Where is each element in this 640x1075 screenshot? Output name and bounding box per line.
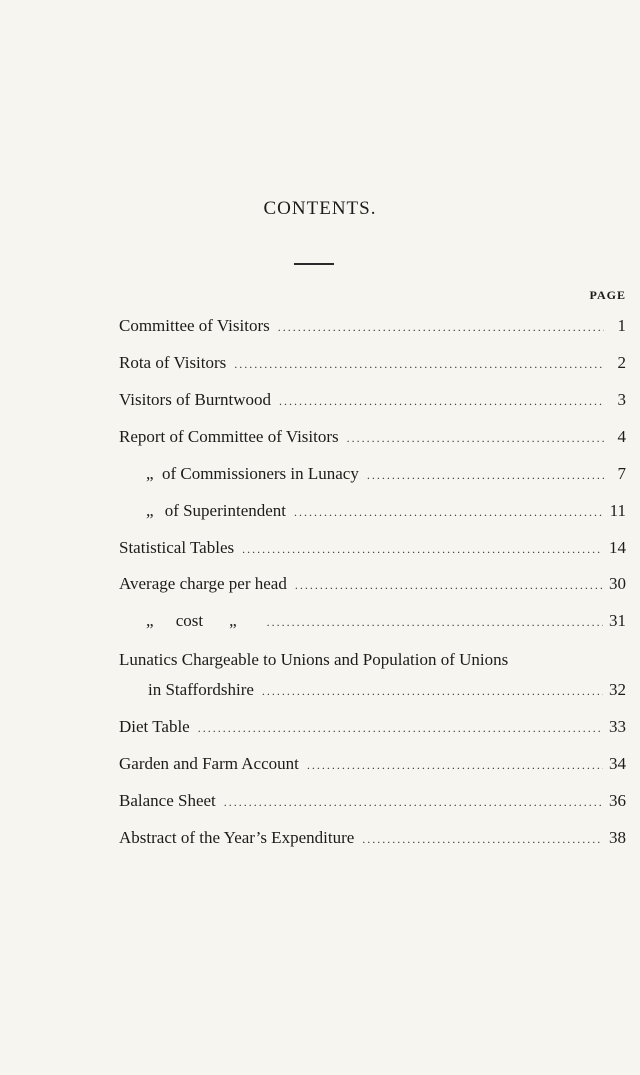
toc-entry-committee-of-visitors [119, 316, 626, 336]
toc-entry-page: 33 [609, 717, 626, 736]
toc-entry-page: 3 [617, 390, 626, 409]
ditto-mark: „ [146, 611, 154, 630]
leader-dots [278, 317, 604, 337]
toc-entry-label: Statistical Tables [119, 538, 235, 557]
toc-entry-average-cost [119, 611, 626, 631]
toc-entry-statistical-tables [119, 538, 626, 558]
toc-entry-label: Visitors of Burntwood [119, 390, 271, 409]
toc-entry-label: of Superintendent [164, 501, 287, 520]
toc-entry-in-staffordshire [148, 680, 626, 700]
leader-dots [362, 829, 603, 849]
toc-entry-garden-and-farm [119, 754, 626, 774]
toc-entry-label: Rota of Visitors [119, 353, 227, 372]
toc-entry-lunatics-chargeable: Lunatics Chargeable to Unions and Population of Unions [119, 650, 509, 669]
toc-entry-label: Average charge per head [119, 574, 287, 593]
toc-entry-page: 32 [609, 680, 626, 699]
toc-entry-label: Report of Committee of Visitors [119, 427, 339, 446]
toc-entry-abstract-of-expenditure [119, 828, 626, 848]
toc-entry-visitors-of-burntwood [119, 390, 626, 410]
toc-entry-page: 14 [609, 538, 626, 557]
leader-dots [279, 391, 604, 411]
leader-dots [234, 354, 604, 374]
toc-entry-page: 4 [617, 427, 626, 446]
leader-dots [198, 718, 603, 738]
toc-entry-label: in Staffordshire [148, 680, 254, 699]
leader-dots [242, 539, 603, 559]
ditto-mark: „ [146, 501, 154, 520]
toc-entry-page: 11 [609, 501, 626, 520]
toc-entry-page: 36 [609, 791, 626, 810]
leader-dots [307, 755, 603, 775]
leader-dots [347, 428, 604, 448]
toc-entry-superintendent [119, 501, 626, 521]
leader-dots [224, 792, 603, 812]
leader-dots [262, 681, 603, 701]
toc-entry-page: 34 [609, 754, 626, 773]
toc-entry-label: cost [175, 611, 204, 630]
toc-entry-page: 7 [617, 464, 626, 483]
toc-entry-report-of-committee [119, 427, 626, 447]
toc-entry-balance-sheet [119, 791, 626, 811]
toc-entry-page: 30 [609, 574, 626, 593]
ditto-mark: „ [146, 464, 154, 483]
leader-dots [267, 612, 603, 632]
toc-entry-page: 2 [617, 353, 626, 372]
toc-entry-label: of Commissioners in Lunacy [161, 464, 359, 483]
leader-dots [294, 502, 604, 522]
toc-entry-rota-of-visitors [119, 353, 626, 373]
toc-entry-label: Diet Table [119, 717, 190, 736]
page-column-label: PAGE [589, 288, 626, 302]
page-title: CONTENTS. [263, 198, 377, 219]
toc-entry-page: 1 [617, 316, 626, 335]
toc-entry-label: Balance Sheet [119, 791, 216, 810]
ditto-mark: „ [229, 611, 237, 630]
toc-entry-commissioners-in-lunacy [119, 464, 626, 484]
leader-dots [367, 465, 604, 485]
toc-entry-average-charge [119, 574, 626, 594]
toc-entry-label: Garden and Farm Account [119, 754, 299, 773]
toc-entry-page: 31 [609, 611, 626, 630]
leader-dots [295, 575, 603, 595]
toc-entry-label: Committee of Visitors [119, 316, 270, 335]
toc-entry-diet-table [119, 717, 626, 737]
toc-entry-label: Abstract of the Year’s Expenditure [119, 828, 355, 847]
toc-entry-page: 38 [609, 828, 626, 847]
